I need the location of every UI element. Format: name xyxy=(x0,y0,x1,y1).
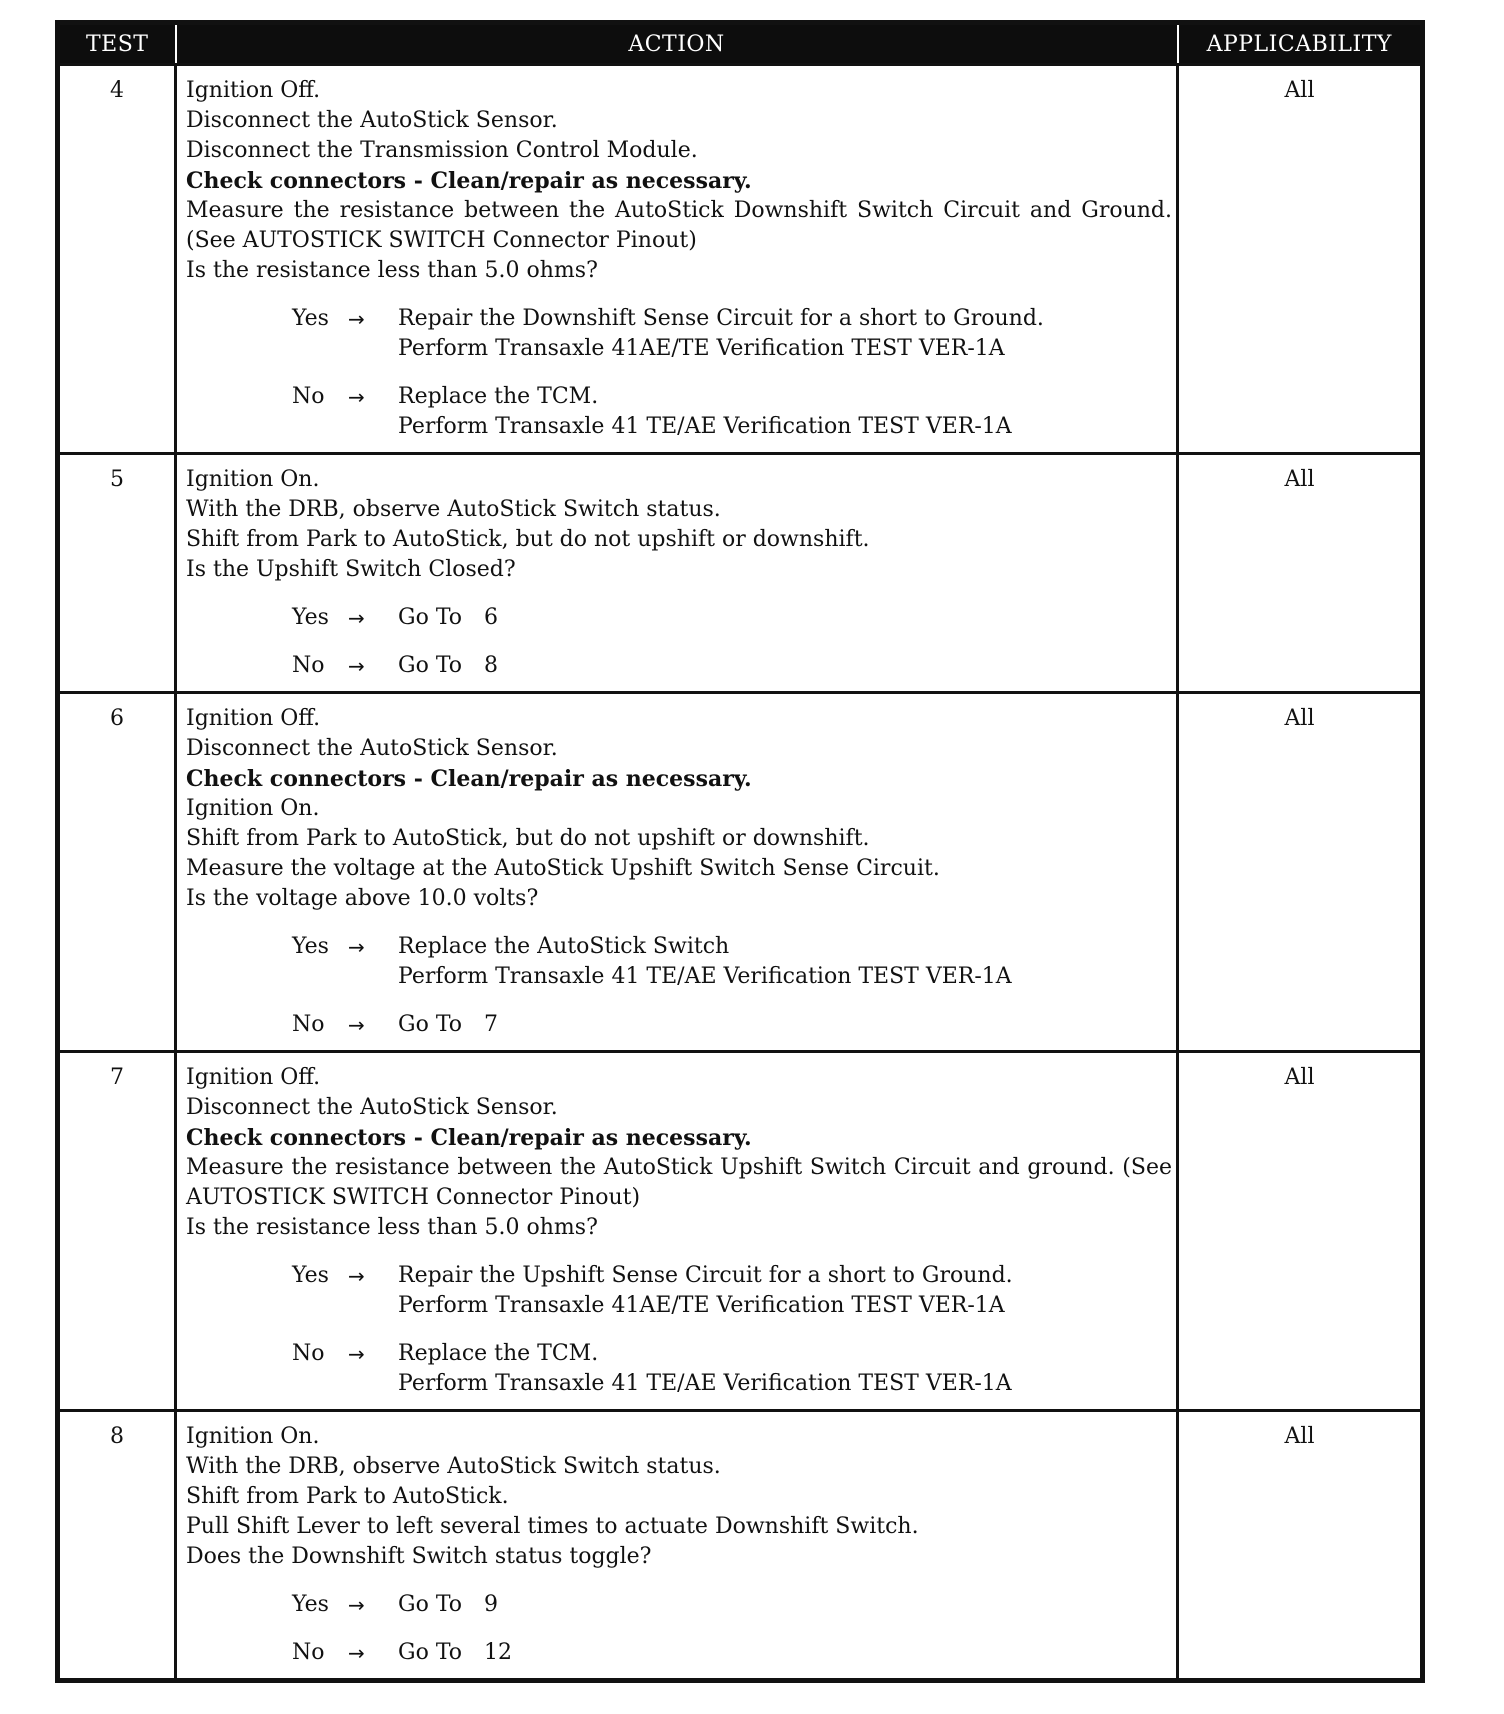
outcome-line: Repair the Downshift Sense Circuit for a short to Ground. xyxy=(398,306,1044,331)
outcome-line: Perform Transaxle 41 TE/AE Verification TEST VER-1A xyxy=(398,964,1012,989)
outcome-line: Perform Transaxle 41 TE/AE Verification TEST VER-1A xyxy=(398,1371,1012,1396)
action-instruction-bold: Check connectors - Clean/repair as necessary. xyxy=(186,1125,752,1151)
action-instruction: Ignition On. xyxy=(186,796,320,821)
arrow-right-icon: → xyxy=(348,307,365,331)
goto-label: Go To xyxy=(398,1592,463,1617)
action-instruction: Disconnect the AutoStick Sensor. xyxy=(186,108,558,133)
result-yes xyxy=(186,1261,1172,1321)
action-instruction: With the DRB, observe AutoStick Switch status. xyxy=(186,1454,721,1479)
arrow-right-icon: → xyxy=(348,935,365,959)
result-no xyxy=(186,1010,1172,1040)
answer-label: Yes xyxy=(292,1263,329,1288)
goto-label: Go To xyxy=(398,653,463,678)
action-instruction: With the DRB, observe AutoStick Switch status. xyxy=(186,497,721,522)
result-no xyxy=(186,651,1172,681)
header-applicability: APPLICABILITY xyxy=(1178,23,1423,65)
goto-test-number: 12 xyxy=(484,1640,513,1665)
result-yes xyxy=(186,932,1172,992)
action-instruction: Ignition Off. xyxy=(186,78,321,103)
answer-label: Yes xyxy=(292,1592,329,1617)
result-outcome xyxy=(398,603,1172,633)
outcome-line: Replace the TCM. xyxy=(398,1341,599,1366)
applicability-value: All xyxy=(1178,693,1423,1052)
test-number: 7 xyxy=(58,1052,176,1411)
table-row xyxy=(58,65,1423,454)
test-number: 4 xyxy=(58,65,176,454)
applicability-value: All xyxy=(1178,454,1423,693)
arrow-right-icon: → xyxy=(348,606,365,630)
answer-label: Yes xyxy=(292,934,329,959)
result-yes xyxy=(186,603,1172,633)
outcome-line: Replace the AutoStick Switch xyxy=(398,934,730,959)
applicability-value: All xyxy=(1178,1411,1423,1681)
table-row xyxy=(58,1052,1423,1411)
action-instruction: Disconnect the AutoStick Sensor. xyxy=(186,1095,558,1120)
answer-label: No xyxy=(292,1640,325,1665)
arrow-right-icon: → xyxy=(348,1593,365,1617)
outcome-line: Perform Transaxle 41AE/TE Verification TEST VER-1A xyxy=(398,1293,1005,1318)
action-instruction: Disconnect the AutoStick Sensor. xyxy=(186,736,558,761)
action-instruction: Measure the resistance between the AutoStick Upshift Switch Circuit and ground. (See AUTOSTICK SWITCH Connector Pinout) xyxy=(186,1155,1172,1210)
action-instruction: Pull Shift Lever to left several times to actuate Downshift Switch. xyxy=(186,1514,919,1539)
goto-test-number: 8 xyxy=(484,653,499,678)
result-outcome xyxy=(398,1261,1172,1321)
arrow-right-icon: → xyxy=(348,385,365,409)
action-cell xyxy=(176,1052,1178,1411)
goto-test-number: 6 xyxy=(484,605,499,630)
result-outcome xyxy=(398,1590,1172,1620)
goto-test-number: 9 xyxy=(484,1592,499,1617)
applicability-value: All xyxy=(1178,1052,1423,1411)
outcome-line: Perform Transaxle 41AE/TE Verification TEST VER-1A xyxy=(398,336,1005,361)
test-number: 6 xyxy=(58,693,176,1052)
result-outcome xyxy=(398,1339,1172,1399)
outcome-line: Repair the Upshift Sense Circuit for a short to Ground. xyxy=(398,1263,1013,1288)
action-instruction: Is the Upshift Switch Closed? xyxy=(186,557,516,582)
answer-label: No xyxy=(292,1341,325,1366)
result-no xyxy=(186,1638,1172,1668)
action-instruction: Ignition Off. xyxy=(186,1065,321,1090)
result-no xyxy=(186,382,1172,442)
table-header xyxy=(58,23,1423,65)
action-cell xyxy=(176,454,1178,693)
applicability-value: All xyxy=(1178,65,1423,454)
action-instruction: Does the Downshift Switch status toggle? xyxy=(186,1544,652,1569)
action-instruction-bold: Check connectors - Clean/repair as necessary. xyxy=(186,168,752,194)
result-outcome xyxy=(398,1638,1172,1668)
result-yes xyxy=(186,1590,1172,1620)
action-instruction: Shift from Park to AutoStick, but do not upshift or downshift. xyxy=(186,826,870,851)
answer-label: No xyxy=(292,653,325,678)
arrow-right-icon: → xyxy=(348,1641,365,1665)
test-number: 5 xyxy=(58,454,176,693)
action-instruction: Is the resistance less than 5.0 ohms? xyxy=(186,258,598,283)
answer-label: No xyxy=(292,384,325,409)
result-outcome xyxy=(398,651,1172,681)
result-yes xyxy=(186,304,1172,364)
action-cell xyxy=(176,1411,1178,1681)
table-row xyxy=(58,454,1423,693)
header-test: TEST xyxy=(58,23,176,65)
arrow-right-icon: → xyxy=(348,1342,365,1366)
table-row xyxy=(58,693,1423,1052)
table-row xyxy=(58,1411,1423,1681)
arrow-right-icon: → xyxy=(348,654,365,678)
goto-label: Go To xyxy=(398,605,463,630)
action-instruction: Shift from Park to AutoStick, but do not upshift or downshift. xyxy=(186,527,870,552)
result-outcome xyxy=(398,932,1172,992)
action-instruction: Ignition On. xyxy=(186,467,320,492)
arrow-right-icon: → xyxy=(348,1013,365,1037)
result-outcome xyxy=(398,382,1172,442)
action-instruction: Ignition On. xyxy=(186,1424,320,1449)
action-instruction: Disconnect the Transmission Control Module. xyxy=(186,138,698,163)
action-instruction-bold: Check connectors - Clean/repair as necessary. xyxy=(186,766,752,792)
result-outcome xyxy=(398,1010,1172,1040)
action-cell xyxy=(176,65,1178,454)
action-instruction: Is the voltage above 10.0 volts? xyxy=(186,886,539,911)
action-instruction: Ignition Off. xyxy=(186,706,321,731)
answer-label: No xyxy=(292,1012,325,1037)
outcome-line: Replace the TCM. xyxy=(398,384,599,409)
action-instruction: Measure the voltage at the AutoStick Upshift Switch Sense Circuit. xyxy=(186,856,940,881)
test-number: 8 xyxy=(58,1411,176,1681)
answer-label: Yes xyxy=(292,605,329,630)
result-no xyxy=(186,1339,1172,1399)
action-instruction: Is the resistance less than 5.0 ohms? xyxy=(186,1215,598,1240)
answer-label: Yes xyxy=(292,306,329,331)
goto-test-number: 7 xyxy=(484,1012,499,1037)
action-cell xyxy=(176,693,1178,1052)
table-body xyxy=(58,65,1423,1681)
action-instruction: Shift from Park to AutoStick. xyxy=(186,1484,509,1509)
arrow-right-icon: → xyxy=(348,1264,365,1288)
header-action: ACTION xyxy=(176,23,1178,65)
action-instruction: Measure the resistance between the AutoStick Downshift Switch Circuit and Ground. (See AUTOSTICK SWITCH Connector Pinout) xyxy=(186,198,1172,253)
diagnostic-test-table xyxy=(55,20,1425,1683)
result-outcome xyxy=(398,304,1172,364)
goto-label: Go To xyxy=(398,1012,463,1037)
goto-label: Go To xyxy=(398,1640,463,1665)
outcome-line: Perform Transaxle 41 TE/AE Verification TEST VER-1A xyxy=(398,414,1012,439)
